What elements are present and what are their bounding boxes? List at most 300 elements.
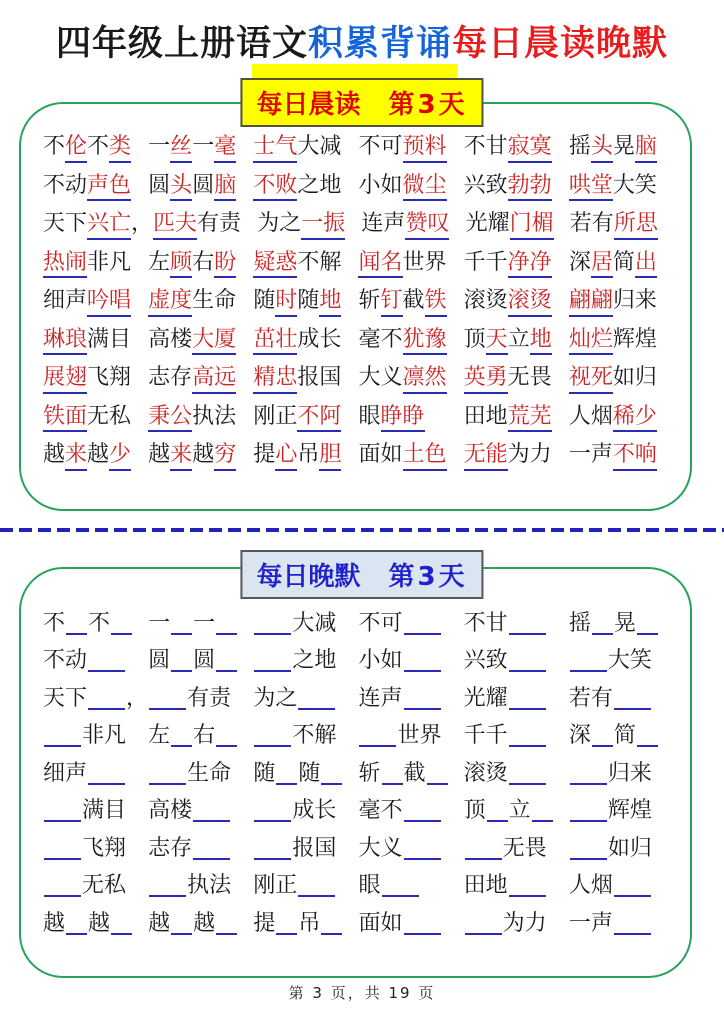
word: 越 (192, 442, 215, 468)
blank-line (637, 613, 658, 635)
blank-line (321, 763, 342, 785)
phrase-row (43, 605, 674, 643)
blank-line (404, 613, 441, 635)
blank-line (592, 613, 613, 635)
phrase (43, 800, 148, 822)
word: 人烟 (568, 403, 613, 429)
highlighted-word: 铁面 (43, 404, 87, 433)
blank-line (66, 613, 87, 635)
phrase (148, 403, 253, 429)
evening-header-day: 第3天 (388, 562, 468, 592)
highlighted-word: 热闹 (43, 250, 87, 279)
word: 右 (193, 723, 216, 749)
evening-dictation-panel (19, 567, 692, 978)
word: 如归 (607, 835, 652, 861)
blank-line (382, 763, 403, 785)
word: 立 (508, 798, 531, 824)
phrase (358, 875, 463, 897)
phrase (463, 249, 569, 275)
phrase (568, 249, 674, 275)
word: 不可 (358, 134, 403, 160)
phrase (464, 875, 569, 897)
word: 不解 (292, 723, 337, 749)
title-part-1: 四年级上册语文 (55, 24, 308, 64)
highlighted-word: 高远 (192, 365, 236, 394)
phrase (43, 172, 148, 198)
blank-line (614, 875, 651, 897)
word: 连声 (358, 685, 403, 711)
highlighted-word: 匹夫 (153, 211, 197, 240)
phrase-row (43, 718, 674, 756)
phrase-row (43, 359, 674, 398)
phrase (253, 290, 358, 312)
phrase (568, 403, 674, 429)
word: 立 (507, 326, 530, 352)
blank-line (216, 613, 237, 635)
highlighted-word: 灿烂 (569, 327, 613, 356)
highlighted-word: 类 (109, 134, 131, 163)
phrase (43, 760, 148, 786)
phrase (358, 367, 463, 389)
word: 执法 (187, 873, 232, 899)
highlighted-word: 不败 (253, 173, 297, 202)
phrase (569, 290, 674, 312)
blank-line (216, 913, 237, 935)
word: 为力 (502, 910, 547, 936)
phrase (148, 444, 253, 466)
phrase-row (43, 167, 674, 206)
blank-line (404, 913, 441, 935)
morning-section-header (240, 78, 483, 127)
highlighted-word: 居 (591, 250, 613, 279)
phrase-row (43, 905, 674, 943)
blank-line (88, 763, 125, 785)
word: 面如 (358, 442, 403, 468)
blank-line (570, 838, 607, 860)
word: 圆 (193, 648, 216, 674)
word: 吊 (298, 910, 321, 936)
highlighted-word: 凛然 (403, 365, 447, 394)
phrase (358, 725, 463, 747)
word: 深 (568, 249, 591, 275)
word: 细声 (43, 760, 88, 786)
phrase (464, 800, 569, 822)
blank-line (465, 838, 502, 860)
word: ， (126, 685, 149, 711)
phrase (148, 685, 253, 711)
highlighted-word: 翩翩 (569, 288, 613, 317)
highlighted-word: 滚烫 (508, 288, 552, 317)
phrase (253, 172, 358, 198)
phrase (148, 136, 253, 158)
word: 一 (148, 610, 171, 636)
highlighted-word: 微尘 (403, 173, 447, 202)
phrase (148, 725, 253, 747)
blank-line (254, 800, 291, 822)
highlighted-word: 兴亡 (87, 211, 131, 240)
word: 兴致 (463, 648, 508, 674)
word: 非凡 (82, 723, 127, 749)
word: 大笑 (612, 172, 657, 198)
word: 世界 (397, 723, 442, 749)
phrase-row (43, 680, 674, 718)
blank-line (509, 763, 546, 785)
word: 小如 (358, 172, 403, 198)
blank-line (404, 650, 441, 672)
phrase (253, 685, 358, 711)
phrase (43, 367, 148, 389)
blank-line (509, 613, 546, 635)
phrase (43, 910, 148, 936)
word: 有责 (197, 211, 242, 237)
highlighted-word: 胆 (319, 442, 341, 471)
word: 天下 (43, 211, 88, 237)
phrase (253, 800, 358, 822)
word: 左 (148, 249, 171, 275)
phrase (358, 249, 463, 275)
word: 越 (87, 442, 110, 468)
phrase (569, 136, 674, 158)
word: 飞翔 (82, 835, 127, 861)
word: 无私 (82, 873, 127, 899)
highlighted-word: 疑惑 (253, 250, 297, 279)
phrase (466, 213, 570, 235)
phrase (358, 444, 463, 466)
blank-line (149, 875, 186, 897)
phrase (570, 213, 674, 235)
dashed-divider (0, 528, 724, 532)
phrase (43, 213, 153, 235)
phrase (148, 650, 253, 672)
phrase (148, 760, 253, 786)
word: 截 (403, 760, 426, 786)
phrase (569, 835, 674, 861)
word: 不动 (43, 648, 88, 674)
word: 有责 (187, 685, 232, 711)
blank-line (254, 613, 291, 635)
highlighted-word: 展翅 (43, 365, 87, 394)
blank-line (216, 725, 237, 747)
word: 随 (297, 288, 320, 314)
word: 之地 (292, 648, 337, 674)
highlighted-word: 精忠 (253, 365, 297, 394)
phrase (569, 875, 674, 897)
phrase-row (43, 398, 674, 437)
page-number: 第 3 页，共 19 页 (288, 984, 436, 1002)
word: 为力 (507, 442, 552, 468)
phrase (569, 760, 674, 786)
word: 大笑 (607, 648, 652, 674)
word: 越 (148, 442, 171, 468)
phrase (253, 610, 358, 636)
phrase (463, 760, 569, 786)
word: 若有 (569, 211, 614, 237)
word: 左 (148, 723, 171, 749)
word: 一 (193, 610, 216, 636)
blank-line (321, 913, 342, 935)
highlighted-word: 脑 (214, 173, 236, 202)
blank-line (171, 725, 192, 747)
phrase (43, 403, 148, 429)
highlighted-word: 净净 (508, 250, 552, 279)
phrase (568, 610, 674, 636)
highlighted-word: 来 (170, 442, 192, 471)
highlighted-word: 稀少 (613, 404, 657, 433)
blank-line (509, 875, 546, 897)
word: 连声 (361, 211, 406, 237)
title-part-2: 积累背诵 (307, 24, 452, 64)
phrase-row (43, 755, 674, 793)
highlighted-word: 虚度 (148, 288, 192, 317)
word: 随 (253, 288, 276, 314)
highlighted-word: 丝 (170, 134, 192, 163)
highlighted-word: 睁睁 (381, 404, 425, 433)
highlighted-word: 哄堂 (569, 173, 613, 202)
word: 志存 (148, 365, 193, 391)
highlighted-word: 犹豫 (403, 327, 447, 356)
blank-line (592, 725, 613, 747)
highlighted-word: 琳琅 (43, 327, 87, 356)
phrase (148, 835, 253, 861)
blank-line (44, 800, 81, 822)
phrase (153, 213, 257, 235)
word: 眼 (358, 403, 381, 429)
word: 大义 (358, 835, 403, 861)
word: 右 (192, 249, 215, 275)
blank-line (404, 688, 441, 710)
blank-line (509, 650, 546, 672)
phrase (464, 444, 569, 466)
phrase (463, 172, 569, 198)
word: 若有 (568, 685, 613, 711)
word: 不 (88, 610, 111, 636)
phrase-row (43, 244, 674, 283)
phrase (43, 875, 148, 897)
word: 为之 (253, 685, 298, 711)
word: 大义 (358, 365, 403, 391)
blank-line (44, 838, 81, 860)
blank-line (570, 650, 607, 672)
word: 简 (613, 723, 636, 749)
blank-line (66, 913, 87, 935)
word: 提 (253, 442, 276, 468)
blank-line (427, 763, 448, 785)
phrase-row (43, 868, 674, 906)
blank-line (276, 913, 297, 935)
word: 归来 (607, 760, 652, 786)
word: 圆 (148, 648, 171, 674)
highlighted-word: 毫 (214, 134, 236, 163)
phrase (43, 685, 149, 711)
word: 高楼 (148, 326, 193, 352)
word: 一声 (568, 442, 613, 468)
word: 截 (402, 288, 425, 314)
phrase (253, 367, 358, 389)
blank-line (298, 688, 335, 710)
blank-line (111, 913, 132, 935)
highlighted-word: 所思 (614, 211, 658, 240)
blank-line (570, 800, 607, 822)
blank-line (404, 838, 441, 860)
phrase-row (43, 830, 674, 868)
blank-line (637, 725, 658, 747)
word: 提 (253, 910, 276, 936)
word: 兴致 (463, 172, 508, 198)
word: 报国 (297, 365, 342, 391)
word: 越 (43, 442, 66, 468)
word: 大减 (292, 610, 337, 636)
highlighted-word: 出 (635, 250, 657, 279)
phrase (148, 326, 253, 352)
highlighted-word: 勃勃 (508, 173, 552, 202)
highlighted-word: 顾 (170, 250, 192, 279)
word: 归来 (612, 288, 657, 314)
phrase (568, 685, 674, 711)
word: 生命 (192, 288, 237, 314)
phrase (253, 760, 358, 786)
blank-line (614, 913, 651, 935)
word: 报国 (292, 835, 337, 861)
blank-line (614, 688, 651, 710)
word: 吊 (297, 442, 320, 468)
phrase-row (43, 643, 674, 681)
phrase (358, 290, 463, 312)
phrase (253, 326, 358, 352)
word: 如归 (612, 365, 657, 391)
word: 圆 (192, 172, 215, 198)
phrase (568, 326, 674, 352)
word: 圆 (148, 172, 171, 198)
phrase (253, 725, 358, 747)
phrase (253, 835, 358, 861)
phrase (358, 610, 463, 636)
word: 不甘 (463, 134, 508, 160)
word: 成长 (297, 326, 342, 352)
highlighted-word: 荒芜 (508, 404, 552, 433)
word: 世界 (402, 249, 447, 275)
blank-line (44, 875, 81, 897)
word: 顶 (463, 326, 486, 352)
blank-line (254, 725, 291, 747)
word: ， (131, 211, 154, 237)
highlighted-word: 不响 (613, 442, 657, 471)
word: 斩 (358, 288, 381, 314)
evening-section-header (240, 550, 483, 599)
blank-line (532, 800, 553, 822)
phrase (361, 213, 465, 235)
page-title (0, 16, 724, 66)
blank-line (254, 650, 291, 672)
blank-line (149, 763, 186, 785)
word: 高楼 (148, 798, 193, 824)
phrase (358, 403, 463, 429)
blank-line (171, 613, 192, 635)
phrase-row (43, 282, 674, 321)
word: 晃 (612, 134, 635, 160)
blank-line (570, 763, 607, 785)
phrase (43, 290, 148, 312)
word: 顶 (463, 798, 486, 824)
word: 一 (192, 134, 215, 160)
word: 细声 (43, 288, 88, 314)
word: 满目 (87, 326, 132, 352)
phrase (253, 910, 358, 936)
word: 越 (148, 910, 171, 936)
word: 志存 (148, 835, 193, 861)
blank-line (465, 913, 502, 935)
blank-line (111, 613, 132, 635)
highlighted-word: 一振 (301, 211, 345, 240)
word: 千千 (463, 249, 508, 275)
highlighted-word: 心 (275, 442, 297, 471)
phrase (358, 800, 463, 822)
highlighted-word: 门楣 (510, 211, 554, 240)
blank-line (509, 725, 546, 747)
blank-line (509, 688, 546, 710)
blank-line (487, 800, 508, 822)
word: 人烟 (568, 873, 613, 899)
blank-line (193, 838, 230, 860)
word: 滚烫 (463, 288, 508, 314)
word: 面如 (358, 910, 403, 936)
blank-line (171, 650, 192, 672)
word: 无畏 (502, 835, 547, 861)
word: 光耀 (463, 685, 508, 711)
word: 不可 (358, 610, 403, 636)
highlighted-word: 寂寞 (508, 134, 552, 163)
morning-header-day: 第3天 (388, 90, 468, 120)
highlighted-word: 茁壮 (253, 327, 297, 356)
phrase-row (43, 436, 674, 475)
word: 晃 (613, 610, 636, 636)
highlighted-word: 赞叹 (405, 211, 449, 240)
phrase (568, 910, 674, 936)
word: 大减 (297, 134, 342, 160)
phrase (43, 249, 148, 275)
word: 毫不 (358, 798, 403, 824)
word: 非凡 (87, 249, 132, 275)
word: 无畏 (507, 365, 552, 391)
word: 成长 (292, 798, 337, 824)
phrase (43, 610, 148, 636)
blank-line (382, 875, 419, 897)
phrase (148, 172, 253, 198)
word: 不动 (43, 172, 88, 198)
word: 眼 (358, 873, 381, 899)
blank-line (44, 725, 81, 747)
highlighted-word: 吟唱 (87, 288, 131, 317)
word: 滚烫 (463, 760, 508, 786)
word: 千千 (463, 723, 508, 749)
highlighted-word: 士气 (253, 134, 297, 163)
highlighted-word: 闻名 (358, 250, 402, 279)
word: 不 (43, 610, 66, 636)
phrase (253, 875, 358, 897)
highlighted-word: 预料 (403, 134, 447, 163)
word: 田地 (463, 873, 508, 899)
phrase (358, 650, 463, 672)
phrase (463, 326, 569, 352)
morning-header-label: 每日晨读 (256, 90, 361, 120)
evening-header-label: 每日晚默 (256, 562, 361, 592)
blank-line (193, 800, 230, 822)
phrase (253, 650, 358, 672)
phrase (43, 835, 148, 861)
word: 深 (568, 723, 591, 749)
phrase (569, 444, 674, 466)
phrase-row (43, 205, 674, 244)
highlighted-word: 天 (486, 327, 508, 356)
